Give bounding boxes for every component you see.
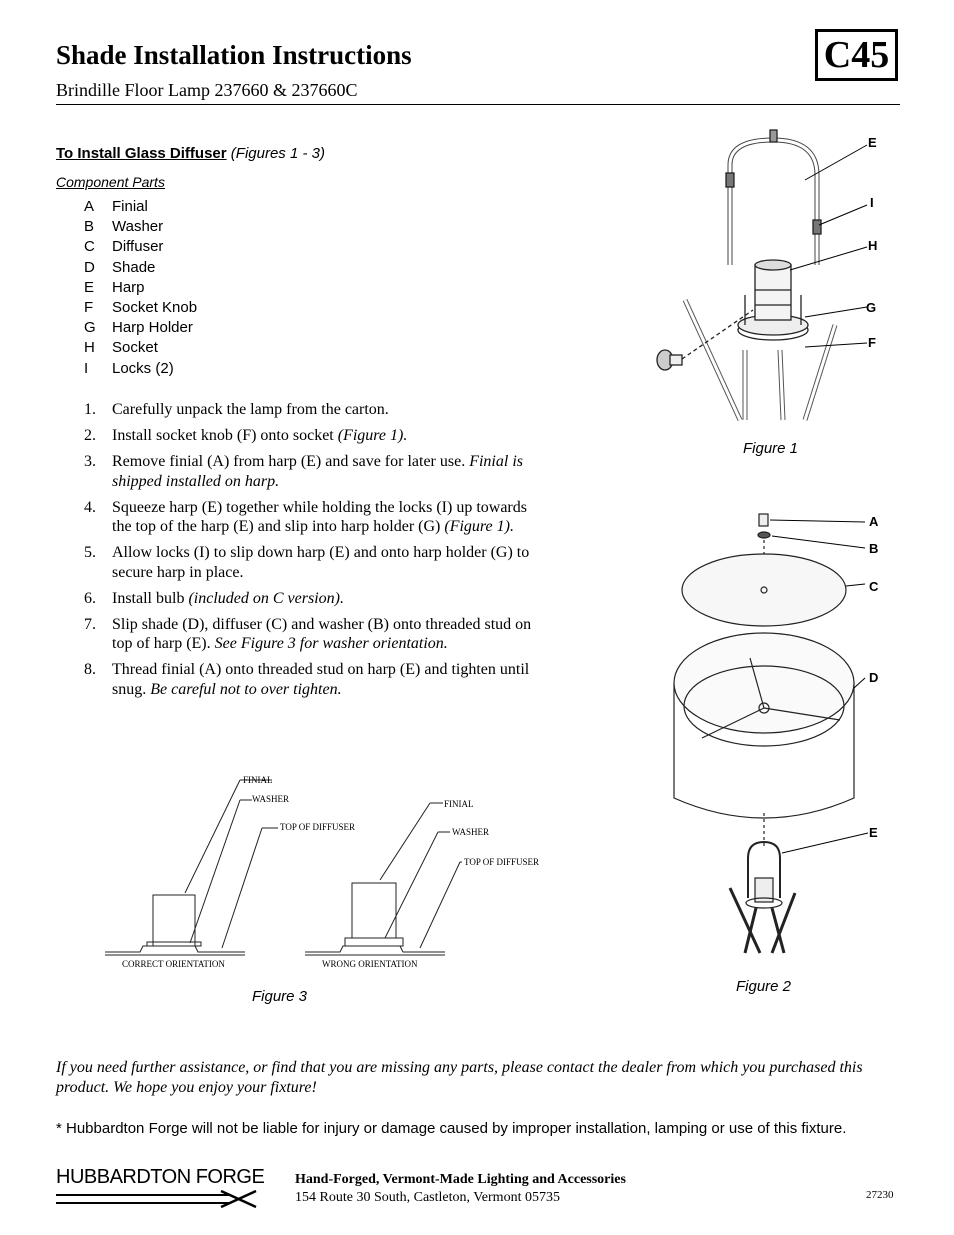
footer-tagline: Hand-Forged, Vermont-Made Lighting and Accessories: [295, 1172, 626, 1187]
part-item: D Shade: [84, 258, 156, 276]
header-divider: [56, 104, 900, 105]
section-title: To Install Glass Diffuser: [56, 145, 227, 162]
part-item: G Harp Holder: [84, 319, 193, 337]
figure-3-caption: Figure 3: [252, 988, 308, 1005]
footer-address: 154 Route 30 South, Castleton, Vermont 05735: [295, 1190, 560, 1205]
fig1-callout-i: I: [870, 195, 874, 210]
step-item: 7. Slip shade (D), diffuser (C) and washer (B) onto threaded stud on top of harp (E). See Figure 3 for washer orientation.: [84, 615, 532, 652]
step-item: 4. Squeeze harp (E) together while holding the locks (I) up towards the top of the harp (E) and slip into harp holder (G) (Figure 1).: [84, 498, 527, 535]
parts-list: [84, 198, 197, 380]
fig3-right-washer-label: WASHER: [452, 827, 490, 837]
component-parts-heading: Component Parts: [56, 174, 165, 190]
fig3-right-finial-label: FINIAL: [444, 799, 474, 809]
part-item: F Socket Knob: [84, 298, 198, 316]
figure-3-washer-drawing: [100, 770, 550, 975]
fig3-left-orientation: CORRECT ORIENTATION: [122, 959, 225, 969]
fig3-left-finial-label: FINIAL: [243, 775, 273, 785]
section-heading: [56, 145, 325, 162]
figure-2-exploded-drawing: [660, 508, 900, 958]
step-item: 2. Install socket knob (F) onto socket (Figure 1).: [84, 427, 408, 444]
fig1-callout-h: H: [868, 238, 878, 253]
fig1-callout-f: F: [868, 335, 876, 350]
fig1-callout-g: G: [866, 300, 877, 315]
step-item: 5. Allow locks (I) to slip down harp (E) and onto harp holder (G) to secure harp in place.: [84, 544, 530, 581]
part-item: A Finial: [84, 198, 148, 215]
fig3-right-top-label: TOP OF DIFFUSER: [464, 857, 540, 867]
document-number: 27230: [866, 1189, 894, 1201]
brand-logo-text: HUBBARDTON FORGE: [56, 1166, 265, 1188]
liability-disclaimer: * Hubbardton Forge will not be liable for injury or damage caused by improper installation, lamping or use of this fixture.: [56, 1120, 847, 1137]
part-item: H Socket: [84, 339, 158, 357]
part-item: B Washer: [84, 218, 164, 236]
page-subtitle: Brindille Floor Lamp 237660 & 237660C: [56, 80, 358, 100]
fig1-callout-e: E: [868, 135, 877, 150]
instruction-code-box: C45: [815, 29, 898, 81]
figure-1-caption: Figure 1: [743, 440, 799, 457]
fig3-left-washer-label: WASHER: [252, 794, 290, 804]
assistance-note: If you need further assistance, or find that you are missing any parts, please contact the dealer from which you purchased this product. We hope you enjoy your fixture!: [56, 1059, 863, 1096]
fig3-right-orientation: WRONG ORIENTATION: [322, 959, 418, 969]
fig2-callout-c: C: [869, 579, 879, 594]
part-item: I Locks (2): [84, 359, 174, 377]
fig3-left-top-label: TOP OF DIFFUSER: [280, 822, 356, 832]
figure-1-harp-drawing: [645, 125, 900, 425]
brand-logo-mark: [56, 1190, 261, 1208]
step-item: 3. Remove finial (A) from harp (E) and save for later use. Finial is shipped installed on harp.: [84, 453, 523, 490]
section-figures-ref: (Figures 1 - 3): [230, 145, 325, 162]
part-item: C Diffuser: [84, 238, 164, 256]
step-item: 8. Thread finial (A) onto threaded stud on harp (E) and tighten until snug. Be careful not to over tighten.: [84, 661, 530, 698]
part-item: E Harp: [84, 278, 145, 296]
fig2-callout-a: A: [869, 514, 879, 529]
fig2-callout-d: D: [869, 670, 879, 685]
step-item: 6. Install bulb (included on C version).: [84, 589, 344, 607]
fig2-callout-b: B: [869, 541, 879, 556]
step-item: 1. Carefully unpack the lamp from the carton.: [84, 401, 389, 418]
fig2-callout-e: E: [869, 825, 878, 840]
figure-2-caption: Figure 2: [736, 978, 792, 995]
instruction-steps: [84, 400, 544, 706]
page-title: Shade Installation Instructions: [56, 40, 412, 70]
